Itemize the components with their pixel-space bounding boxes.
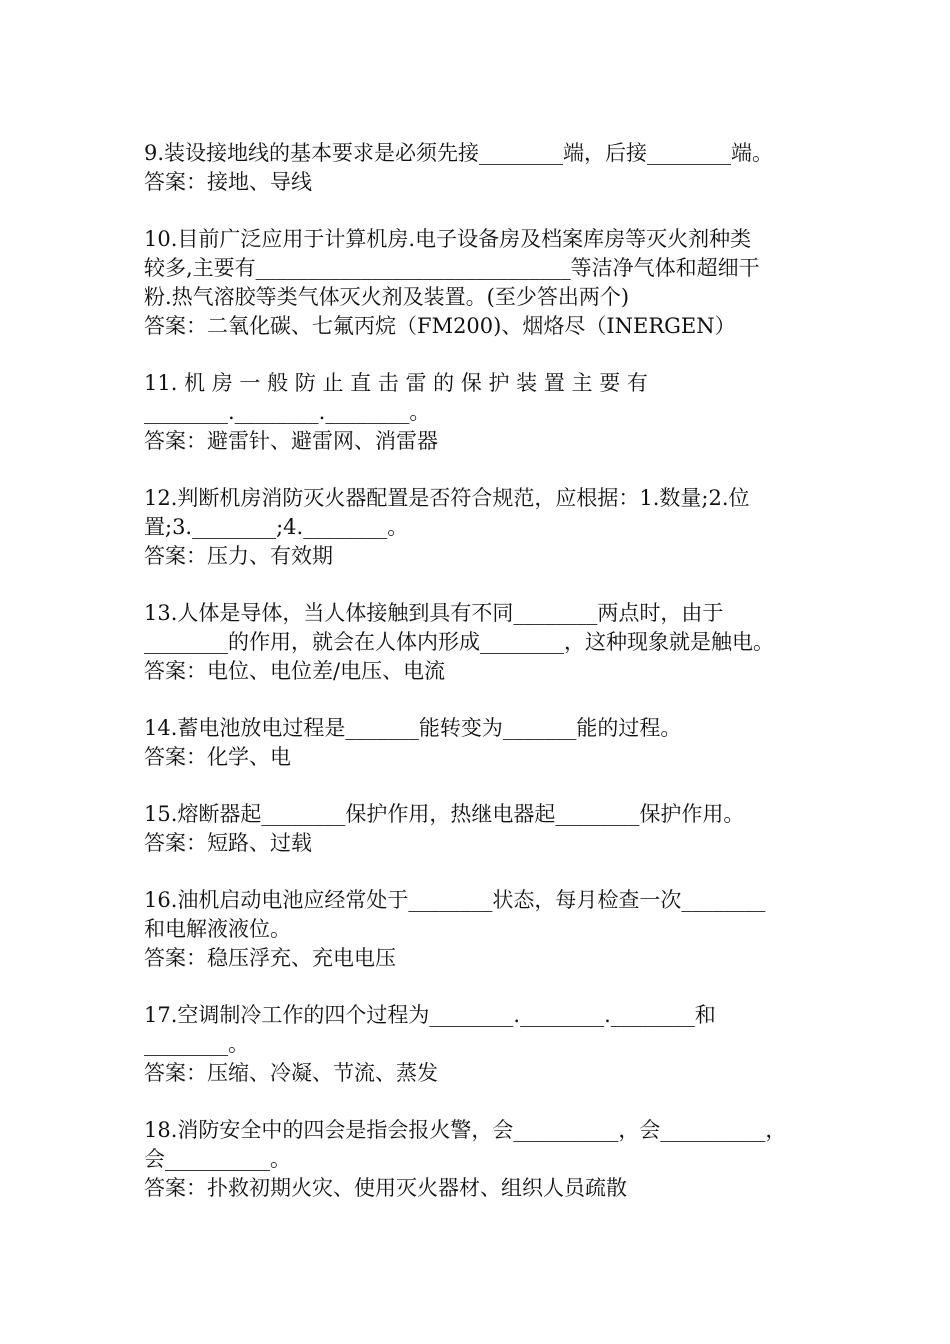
question-text: 9.装设接地线的基本要求是必须先接________端，后接________端。	[144, 141, 774, 165]
question-text: 会__________。	[144, 1147, 291, 1171]
answer-text: 答案：二氧化碳、七氟丙烷（FM200)、烟烙尽（INERGEN）	[144, 314, 736, 338]
question-text: 15.熔断器起________保护作用，热继电器起________保护作用。	[144, 802, 745, 826]
answer-text: 答案：避雷针、避雷网、消雷器	[144, 429, 438, 453]
question-text: ________的作用，就会在人体内形成________，这种现象就是触电。	[144, 630, 774, 654]
question-text: 14.蓄电池放电过程是_______能转变为_______能的过程。	[144, 716, 682, 740]
question-text: 18.消防安全中的四会是指会报火警，会__________，会__________，	[144, 1118, 787, 1142]
question-12	[144, 484, 808, 571]
question-text: 12.判断机房消防灭火器配置是否符合规范，应根据：1.数量;2.位	[144, 486, 750, 510]
question-14	[144, 714, 808, 772]
document-page	[144, 139, 808, 1231]
answer-text: 答案：压力、有效期	[144, 544, 333, 568]
answer-text: 答案：接地、导线	[144, 170, 312, 194]
question-text: ________.________.________。	[144, 400, 431, 424]
question-text: 13.人体是导体，当人体接触到具有不同________两点时，由于	[144, 601, 724, 625]
question-text: 16.油机启动电池应经常处于________状态，每月检查一次________	[144, 888, 766, 912]
question-text: 粉.热气溶胶等类气体灭火剂及装置。(至少答出两个)	[144, 285, 630, 309]
answer-text: 答案：稳压浮充、充电电压	[144, 946, 396, 970]
question-13	[144, 599, 808, 686]
answer-text: 答案：短路、过载	[144, 831, 312, 855]
question-text: 17.空调制冷工作的四个过程为________.________.________和	[144, 1003, 716, 1027]
question-text: 和电解液液位。	[144, 917, 291, 941]
question-10	[144, 225, 808, 341]
question-11	[144, 369, 808, 456]
question-9	[144, 139, 808, 197]
question-text: 较多,主要有______________________________等洁净气体和超细干	[144, 256, 760, 280]
question-text: ________。	[144, 1032, 249, 1056]
question-text: 置;3.________;4.________。	[144, 515, 409, 539]
question-17	[144, 1001, 808, 1088]
question-18	[144, 1116, 808, 1203]
answer-text: 答案：扑救初期火灾、使用灭火器材、组织人员疏散	[144, 1176, 627, 1200]
answer-text: 答案：压缩、冷凝、节流、蒸发	[144, 1061, 438, 1085]
question-15	[144, 800, 808, 858]
answer-text: 答案：化学、电	[144, 745, 291, 769]
question-16	[144, 886, 808, 973]
question-text: 10.目前广泛应用于计算机房.电子设备房及档案库房等灭火剂种类	[144, 227, 752, 251]
question-text: 11. 机 房 一 般 防 止 直 击 雷 的 保 护 装 置 主 要 有	[144, 371, 648, 395]
answer-text: 答案：电位、电位差/电压、电流	[144, 659, 446, 683]
